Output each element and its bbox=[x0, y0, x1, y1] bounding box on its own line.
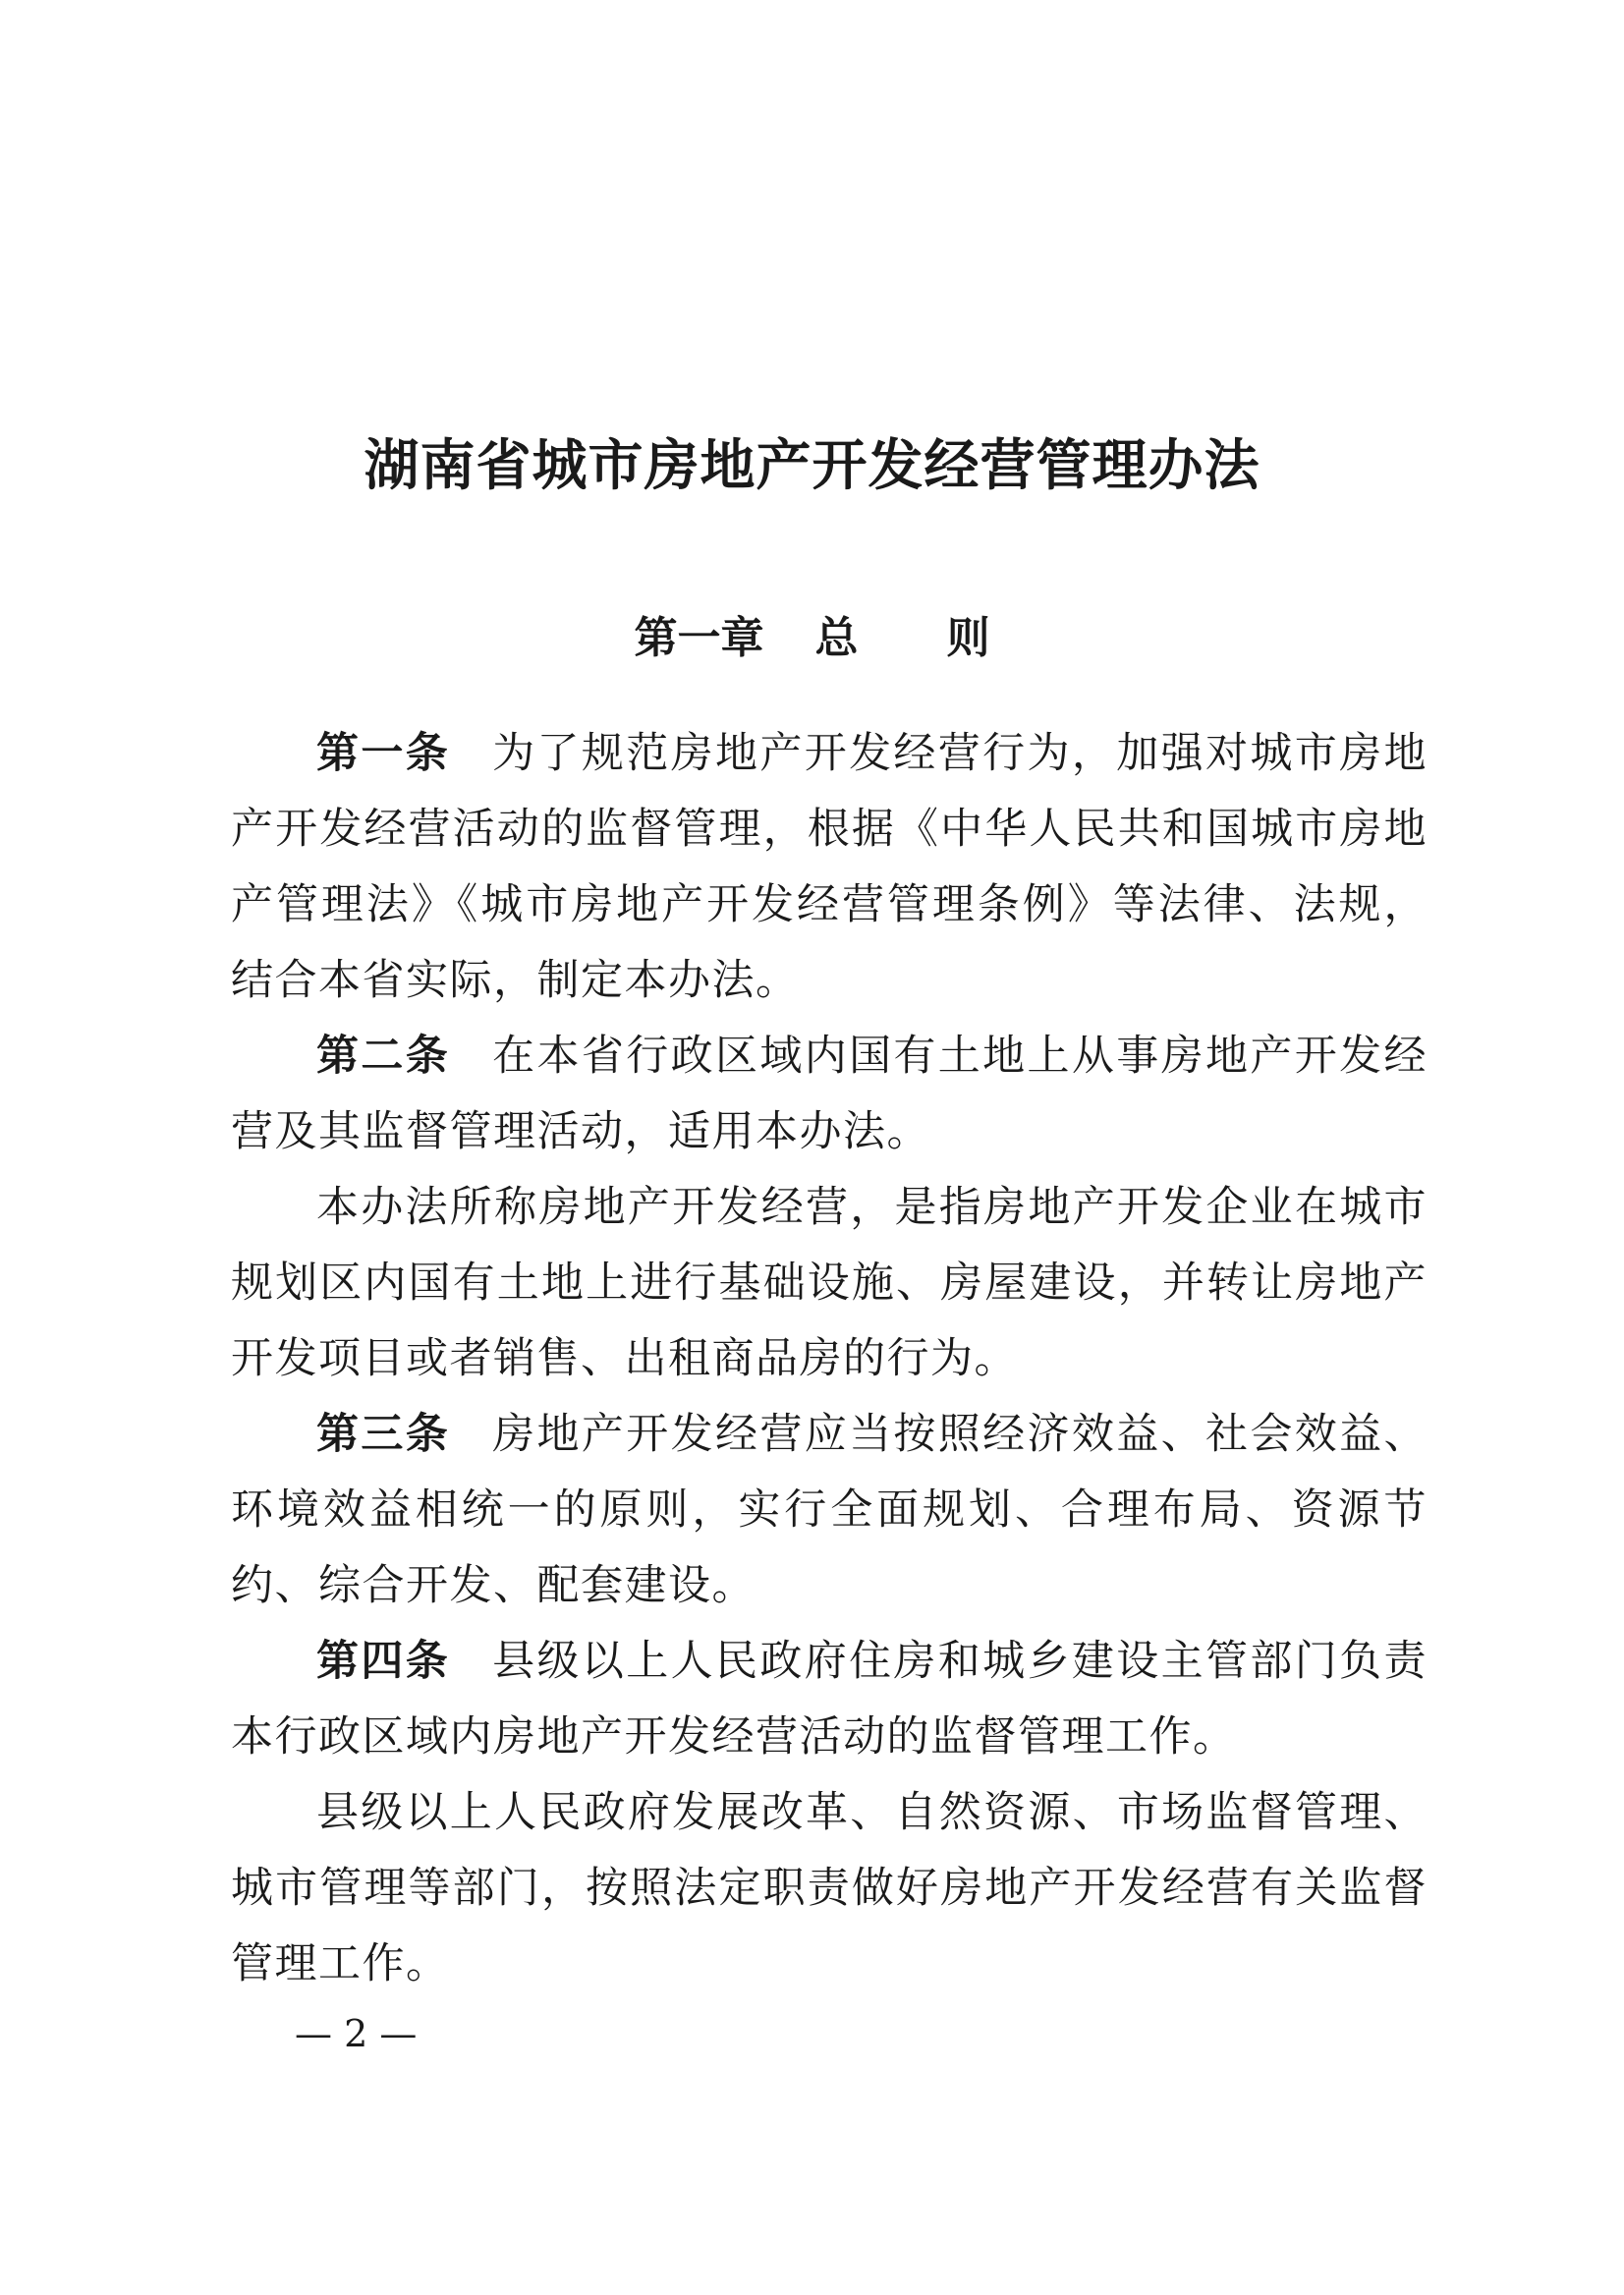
chapter-name-2: 则 bbox=[946, 613, 990, 663]
article-3 bbox=[231, 1397, 1428, 1624]
article-text: 本办法所称房地产开发经营，是指房地产开发企业在城市规划区内国有土地上进行基础设施、房屋建设，并转让房地产开发项目或者销售、出租商品房的行为。 bbox=[231, 1183, 1428, 1383]
article-2 bbox=[231, 1019, 1428, 1170]
article-text: 为了规范房地产开发经营行为，加强对城市房地产开发经营活动的监督管理，根据《中华人民共和国城市房地产管理法》《城市房地产开发经营管理条例》等法律、法规，结合本省实际，制定本办法。 bbox=[231, 729, 1428, 1005]
article-text: 房地产开发经营应当按照经济效益、社会效益、环境效益相统一的原则，实行全面规划、合理布局、资源节约、综合开发、配套建设。 bbox=[231, 1410, 1428, 1610]
article-4 bbox=[231, 1624, 1428, 1775]
document-body bbox=[231, 716, 1428, 2002]
article-text: 县级以上人民政府住房和城乡建设主管部门负责本行政区域内房地产开发经营活动的监督管理工作。 bbox=[231, 1637, 1428, 1762]
article-2-paragraph-2 bbox=[231, 1170, 1428, 1397]
chapter-number: 第一章 bbox=[634, 613, 764, 663]
article-label: 第四条 bbox=[316, 1637, 451, 1686]
article-text: 在本省行政区域内国有土地上从事房地产开发经营及其监督管理活动，适用本办法。 bbox=[231, 1032, 1428, 1156]
chapter-name-1: 总 bbox=[814, 613, 859, 663]
article-label: 第三条 bbox=[316, 1410, 451, 1459]
document-title: 湖南省城市房地产开发经营管理办法 bbox=[364, 433, 1260, 498]
article-1 bbox=[231, 716, 1428, 1019]
page-number: — 2 — bbox=[295, 2012, 418, 2055]
article-4-paragraph-2 bbox=[231, 1775, 1428, 2002]
chapter-heading bbox=[0, 607, 1624, 670]
article-text: 县级以上人民政府发展改革、自然资源、市场监督管理、城市管理等部门，按照法定职责做好房地产开发经营有关监督管理工作。 bbox=[231, 1788, 1428, 1988]
article-label: 第一条 bbox=[316, 729, 451, 778]
article-label: 第二条 bbox=[316, 1032, 451, 1081]
